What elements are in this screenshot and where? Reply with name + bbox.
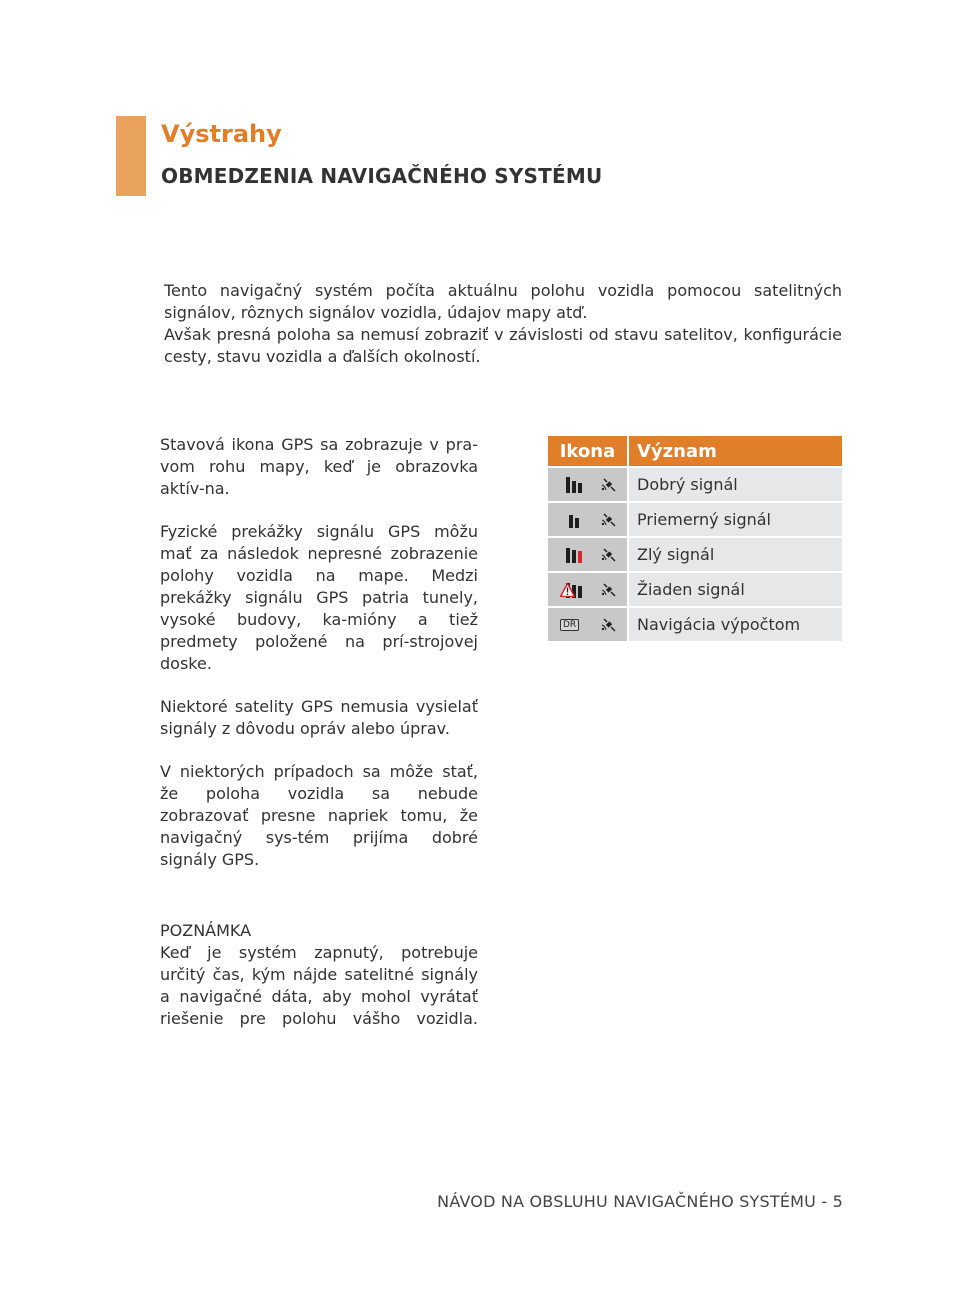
legend-label: Žiaden signál [629,573,842,606]
legend-row [548,538,842,571]
legend-icon-cell [548,503,629,536]
signal-good-icon [566,477,584,493]
signal-poor-icon [566,547,584,563]
legend-header [548,436,842,466]
dead-reckoning-icon: DR [560,619,579,631]
legend-header-meaning: Význam [637,440,717,462]
body-paragraph-2: Fyzické prekážky signálu GPS môžu mať za následok nepresné zobrazenie polohy vozidla na mape. Medzi prekážky signálu GPS patria tunely, vysoké budovy, ka-mióny a tiež predmety položené na prí-strojovej doske. [160,522,478,673]
intro-block [164,280,842,368]
intro-paragraph-1: Tento navigačný systém počíta aktuálnu polohu vozidla pomocou satelitných signálov, rôznych signálov vozidla, údajov mapy atď. [164,281,842,322]
legend-label: Navigácia výpočtom [629,608,842,641]
section-subtitle: OBMEDZENIA NAVIGAČNÉHO SYSTÉMU [161,164,603,188]
note-text: Keď je systém zapnutý, potrebuje určitý čas, kým nájde satelitné signály a navigačné dáta, aby mohol vyrátať riešenie pre polohu vášho vozidla. [160,943,478,1028]
legend-icon-cell [548,468,629,501]
page-footer: NÁVOD NA OBSLUHU NAVIGAČNÉHO SYSTÉMU - 5 [437,1192,843,1211]
signal-medium-icon [566,512,584,528]
satellite-icon [600,616,618,634]
warning-icon [560,583,575,597]
note-block [160,920,478,1030]
gps-icon-legend-table [548,436,842,641]
legend-header-icon: Ikona [548,436,629,466]
body-paragraph-1: Stavová ikona GPS sa zobrazuje v pra-vom rohu mapy, keď je obrazovka aktív-na. [160,435,478,498]
body-paragraph-4: V niektorých prípadoch sa môže stať, že poloha vozidla sa nebude zobrazovať presne napriek tomu, že navigačný sys-tém prijíma dobré signály GPS. [160,762,478,869]
satellite-icon [600,476,618,494]
legend-icon-cell [548,538,629,571]
legend-row [548,573,842,606]
body-text [160,434,478,892]
satellite-icon [600,581,618,599]
legend-row [548,468,842,501]
legend-label: Priemerný signál [629,503,842,536]
legend-icon-cell [548,608,629,641]
legend-label: Dobrý signál [629,468,842,501]
heading-accent-bar [116,116,146,196]
satellite-icon [600,546,618,564]
section-title: Výstrahy [161,120,282,148]
satellite-icon [600,511,618,529]
legend-row [548,503,842,536]
body-paragraph-3: Niektoré satelity GPS nemusia vysielať signály z dôvodu opráv alebo úprav. [160,697,478,738]
intro-paragraph-2: Avšak presná poloha sa nemusí zobraziť v závislosti od stavu satelitov, konfigurácie cesty, stavu vozidla a ďalších okolností. [164,325,842,366]
note-title: POZNÁMKA [160,921,252,940]
legend-row [548,608,842,641]
legend-label: Zlý signál [629,538,842,571]
legend-icon-cell [548,573,629,606]
